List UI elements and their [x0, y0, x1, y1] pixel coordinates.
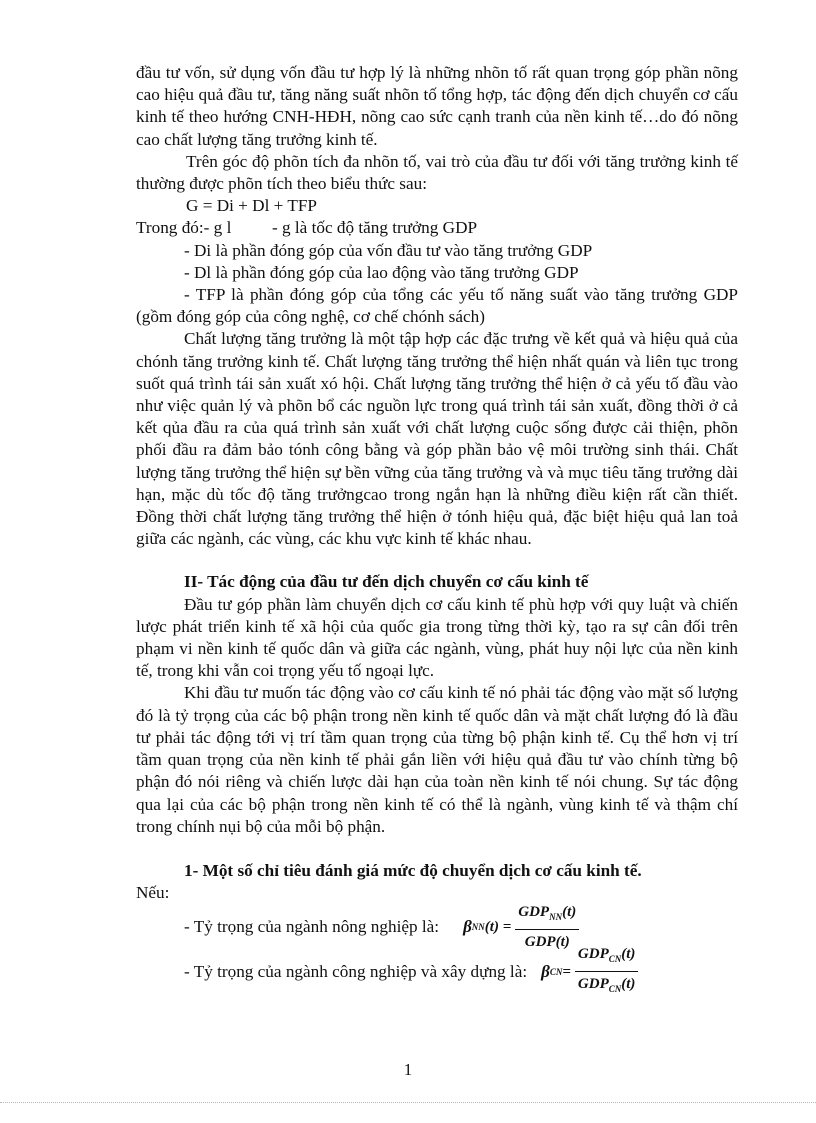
- subsection-heading-1: 1- Một số chỉ tiêu đánh giá mức độ chuyển dịch cơ cấu kinh tế.: [184, 860, 642, 880]
- page-number: 1: [403, 1060, 413, 1079]
- equation-label-industry: - Tỷ trọng của ngành công nghiệp và xây dựng là:: [184, 961, 528, 981]
- paragraph-multifactor-analysis: Trên góc độ phõn tích đa nhõn tố, vai trò của đầu tư đối với tăng trưởng kinh tế thường được phõn tích theo biểu thức sau:: [136, 151, 738, 194]
- fraction-denominator: $GDP_{CN}(t)$: [577, 976, 636, 995]
- beta-argument: (t) =: [484, 918, 512, 935]
- fraction: [575, 943, 639, 1000]
- equation-row-agriculture: [136, 904, 738, 949]
- document-page: [136, 62, 738, 994]
- paragraph-growth-quality: Chất lượng tăng trưởng là một tập hợp các đặc trưng về kết quả và hiệu quả của chónh tăng trưởng kinh tế. Chất lượng tăng trưởng thể hiện nhất quán và liên tục trong suốt quá trình tái sản xuất xó hội. Chất lượng tăng trưởng thể hiện ở cả yếu tố đầu vào như việc quản lý và phõn bổ các nguồn lực trong quá trình tái sản xuất, đồng thời ở cả kết qủa đầu ra của quá trình sản xuất với chất lượng cuộc sống được cải thiện, phõn phối đầu ra đảm bảo tónh công bằng và góp phần bảo vệ môi trường sinh thái. Chất lượng tăng trưởng thể hiện sự bền vững của tăng trưởng và và mục tiêu tăng trưởng dài hạn, mặc dù tốc độ tăng trưởngcao trong ngắn hạn là những điều kiện rất cần thiết. Đồng thời chất lượng tăng trưởng thể hiện ở tónh hiệu quả, đặc biệt hiệu quả lan toả giữa các ngành, các vùng, các khu vực kinh tế khác nhau.: [136, 329, 738, 549]
- equation-industry-share: [541, 943, 638, 1000]
- footer-divider: [0, 1102, 816, 1103]
- definition-di: - Di là phần đóng góp của vốn đầu tư vào tăng trưởng GDP: [184, 240, 593, 260]
- paragraph-investment-efficiency: đầu tư vốn, sử dụng vốn đầu tư hợp lý là những nhõn tố rất quan trọng góp phần nõng cao hiệu quả đầu tư, tăng năng suất nhõn tố tổng hợp, tác động đến dịch chuyển cơ cấu kinh tế theo hướng CNH-HĐH, nõng cao sức cạnh tranh của nền kinh tế…do đó nõng cao chất lượng tăng trưởng kinh tế.: [136, 63, 738, 149]
- beta-subscript: CN: [549, 966, 563, 977]
- where-g-definition: - g là tốc độ tăng trưởng GDP: [272, 218, 478, 238]
- equation-label-agriculture: - Tỷ trọng của ngành nông nghiệp là:: [184, 916, 440, 936]
- paragraph-structural-shift: Đầu tư góp phần làm chuyển dịch cơ cấu kinh tế phù hợp với quy luật và chiến lược phát triển kinh tế xã hội của quốc gia trong từng thời kỳ, tạo ra sự cân đối trên phạm vi nền kinh tế quốc dân và giữa các ngành, vùng, phát huy nội lực của nền kinh tế, trong khi vẫn coi trọng yếu tố ngoại lực.: [136, 594, 738, 681]
- definition-dl: - Dl là phần đóng góp của lao động vào tăng trưởng GDP: [184, 262, 579, 282]
- definition-tfp: - TFP là phần đóng góp của tổng các yếu tố năng suất vào tăng trưởng GDP (gồm đóng góp của công nghệ, cơ chế chónh sách): [136, 285, 738, 327]
- beta-symbol: β: [541, 961, 550, 981]
- fraction-numerator: $GDP_{NN}(t)$: [515, 901, 579, 930]
- beta-symbol: β: [463, 916, 472, 936]
- fraction-denominator: GDP(t): [524, 933, 570, 950]
- beta-subscript: NN: [471, 921, 485, 932]
- where-label: Trong đó:- g l: [136, 218, 232, 238]
- if-label: Nếu:: [136, 883, 170, 903]
- growth-formula: G = Di + Dl + TFP: [186, 196, 317, 216]
- paragraph-investment-impact: Khi đầu tư muốn tác động vào cơ cấu kinh tế nó phải tác động vào mặt số lượng đó là tỷ trọng của các bộ phận trong nền kinh tế quốc dân và mặt chất lượng đó là đầu tư phải tác động tới vị trí tầm quan trọng của từng bộ phận kinh tế. Cụ thể hơn vị trí tầm quan trọng của nền kinh tế phải gắn liền với hiệu quả đầu tư vào chính từng bộ phận đó nói riêng và chiến lược dài hạn của toàn nền kinh tế nói chung. Sự tác động qua lại của các bộ phận trong nền kinh tế có thể là ngành, vùng kinh tế và thậm chí trong chính nụi bộ của mỗi bộ phận.: [136, 683, 738, 836]
- where-line: [136, 217, 738, 239]
- equation-row-industry: [136, 946, 738, 995]
- fraction-numerator: $GDP_{CN}(t)$: [575, 943, 639, 972]
- section-heading-ii: II- Tác động của đầu tư đến dịch chuyển cơ cấu kinh tế: [184, 572, 589, 592]
- beta-argument: =: [562, 963, 571, 980]
